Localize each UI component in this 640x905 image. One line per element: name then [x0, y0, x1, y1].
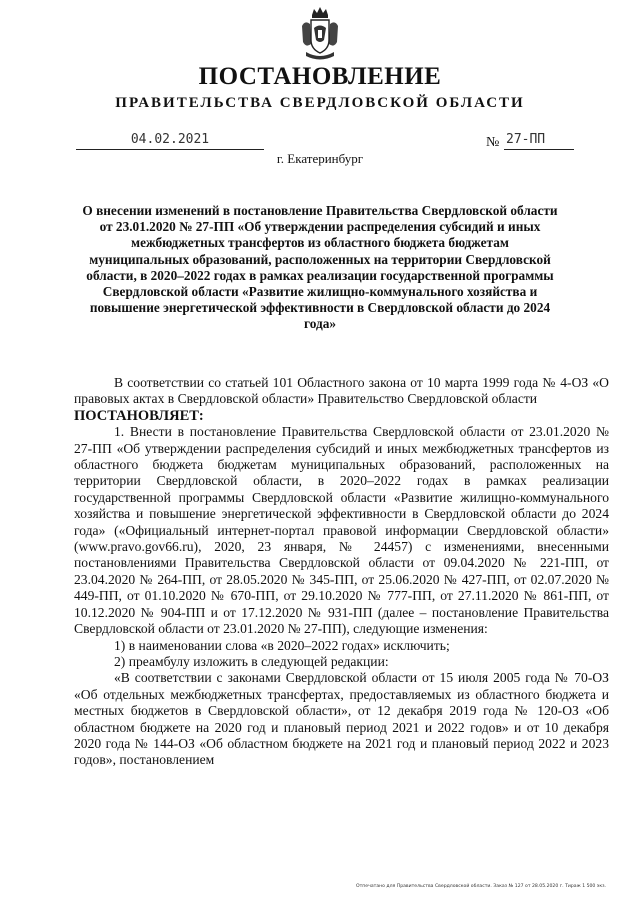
document-date: 04.02.2021 — [130, 132, 210, 147]
date-underline — [76, 149, 264, 150]
intro-paragraph: В соответствии со статьей 101 Областного закона от 10 марта 1999 года № 4-ОЗ «О правовых актах в Свердловской области» Правительство Свердловской области — [74, 375, 609, 407]
number-sign: № — [486, 135, 500, 150]
item-1-1-paragraph: 1) в наименовании слова «в 2020–2022 годах» исключить; — [114, 637, 450, 653]
number-underline — [504, 149, 574, 150]
document-body — [74, 375, 609, 769]
decree-word: ПОСТАНОВЛЯЕТ: — [74, 407, 204, 424]
document-title: ПОСТАНОВЛЕНИЕ — [198, 63, 442, 90]
print-footer-note: Отпечатано для Правительства Свердловской области. Заказ № 127 от 28.05.2020 г. Тираж 1 500 экз. — [356, 884, 606, 889]
item-1-paragraph: 1. Внести в постановление Правительства Свердловской области от 23.01.2020 № 27-ПП «Об утверждении распределения субсидий и иных межбюджетных трансфертов из областного бюджета бюджетам муниципальных образований, расположенных на территории Свердловской области, в 2020–2022 годах в рамках реализации государственной программы Свердловской области «Развитие жилищно-коммунального хозяйства и повышение энергетической эффективности в Свердловской области до 2024 года» («Официальный интернет-портал правовой информации Свердловской области» (www.pravo.gov66.ru), 2020, 23 января, № 24457) с изменениями, внесенными постановлениями Правительства Свердловской области от 09.04.2020 № 221-ПП, от 23.04.2020 № 264-ПП, от 28.05.2020 № 345-ПП, от 25.06.2020 № 427-ПП, от 02.07.2020 № 449-ПП, от 01.10.2020 № 670-ПП, от 29.10.2020 № 777-ПП, от 27.11.2020 № 861-ПП, от 10.12.2020 № 904-ПП и от 17.12.2020 № 931-ПП (далее – постановление Правительства Свердловской области от 23.01.2020 № 27-ПП), следующие изменения: — [74, 424, 609, 637]
preamble-paragraph: «В соответствии с законами Свердловской области от 15 июля 2005 года № 70-ОЗ «Об отдельных межбюджетных трансфертах, предоставляемых из областного бюджета и местных бюджетов в Свердловской области», от 12 декабря 2019 года № 120-ОЗ «Об областном бюджете на 2020 год и плановый период 2021 и 2022 годов» и от 10 декабря 2020 года № 144-ОЗ «Об областном бюджете на 2021 год и плановый период 2022 и 2023 годов», постановлением — [74, 670, 609, 768]
coat-of-arms-icon — [300, 6, 340, 62]
document-subtitle: ПРАВИТЕЛЬСТВА СВЕРДЛОВСКОЙ ОБЛАСТИ — [115, 95, 525, 111]
document-city: г. Екатеринбург — [276, 151, 364, 166]
document-number: 27-ПП — [506, 132, 546, 147]
item-1-2-paragraph: 2) преамбулу изложить в следующей редакции: — [114, 653, 389, 669]
document-heading: О внесении изменений в постановление Правительства Свердловской области от 23.01.2020 № 27-ПП «Об утверждении распределения субсидий и иных межбюджетных трансфертов из областного бюджета бюджетам муниципальных образований, расположенных на территории Свердловской области, в 2020–2022 годах в рамках реализации государственной программы Свердловской области «Развитие жилищно-коммунального хозяйства и повышение энергетической эффективности в Свердловской области до 2024 года» — [82, 203, 558, 332]
